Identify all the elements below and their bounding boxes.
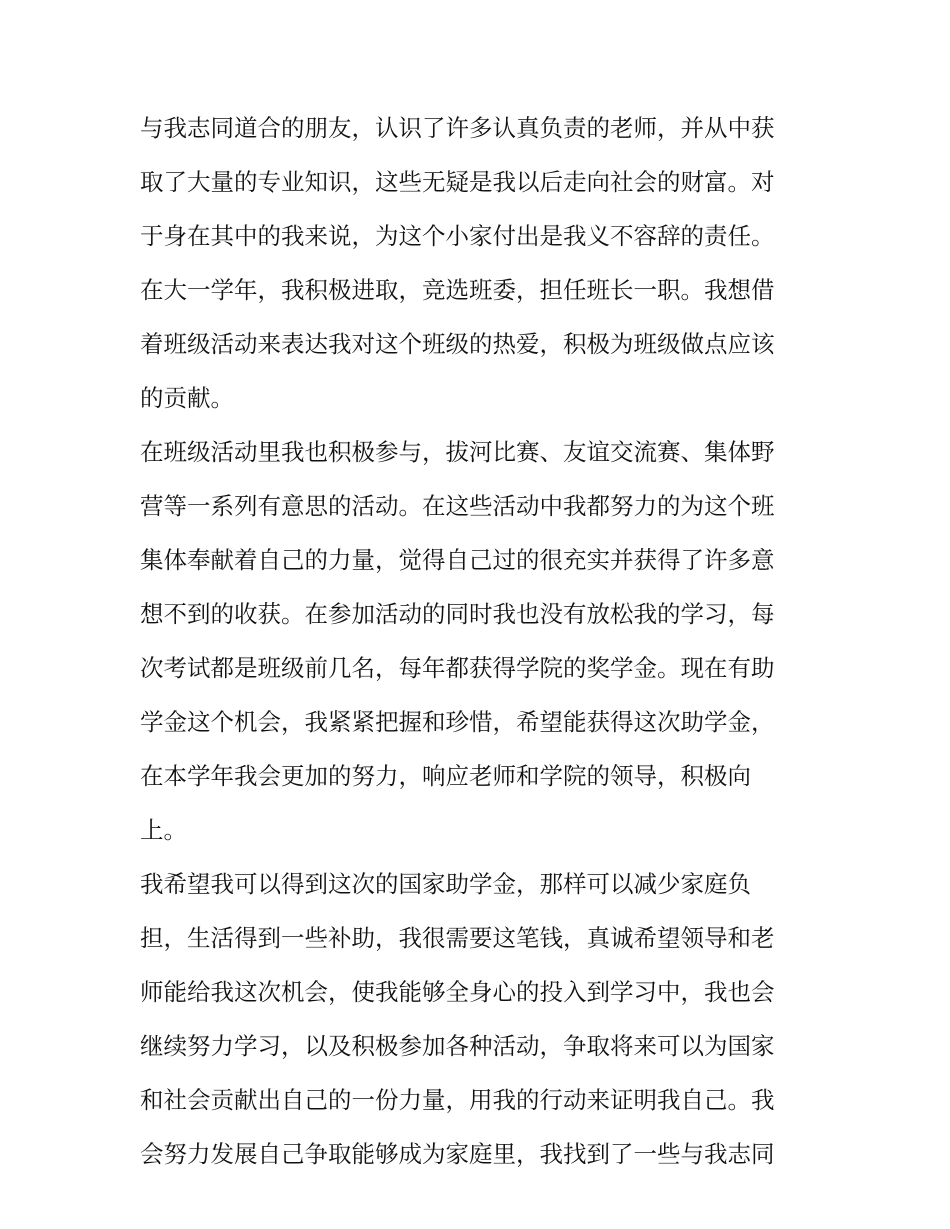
text-line: 师能给我这次机会，使我能够全身心的投入到学习中，我也会: [140, 978, 775, 1006]
text-line: 次考试都是班级前几名，每年都获得学院的奖学金。现在有助: [140, 654, 775, 682]
text-line: 在本学年我会更加的努力，响应老师和学院的领导，积极向: [140, 762, 751, 790]
text-line: 担，生活得到一些补助，我很需要这笔钱，真诚希望领导和老: [140, 924, 775, 952]
text-line: 继续努力学习，以及积极参加各种活动，争取将来可以为国家: [140, 1032, 775, 1060]
text-line: 想不到的收获。在参加活动的同时我也没有放松我的学习，每: [140, 600, 775, 628]
text-line: 在班级活动里我也积极参与，拔河比赛、友谊交流赛、集体野: [140, 438, 775, 466]
text-line: 营等一系列有意思的活动。在这些活动中我都努力的为这个班: [140, 492, 775, 520]
text-line: 集体奉献着自己的力量，觉得自己过的很充实并获得了许多意: [140, 546, 775, 574]
document-body-text: [140, 101, 820, 1181]
text-line: 上。: [140, 816, 187, 844]
text-line: 会努力发展自己争取能够成为家庭里，我找到了一些与我志同: [140, 1140, 775, 1168]
text-line: 在大一学年，我积极进取，竞选班委，担任班长一职。我想借: [140, 276, 775, 304]
text-line: 着班级活动来表达我对这个班级的热爱，积极为班级做点应该: [140, 330, 775, 358]
text-line: 取了大量的专业知识，这些无疑是我以后走向社会的财富。对: [140, 168, 775, 196]
text-line: 我希望我可以得到这次的国家助学金，那样可以减少家庭负: [140, 870, 751, 898]
text-line: 的贡献。: [140, 384, 234, 412]
text-line: 与我志同道合的朋友，认识了许多认真负责的老师，并从中获: [140, 114, 775, 142]
text-line: 学金这个机会，我紧紧把握和珍惜，希望能获得这次助学金，: [140, 708, 775, 736]
text-line: 和社会贡献出自己的一份力量，用我的行动来证明我自己。我: [140, 1086, 775, 1114]
text-line: 于身在其中的我来说，为这个小家付出是我义不容辞的责任。: [140, 222, 775, 250]
